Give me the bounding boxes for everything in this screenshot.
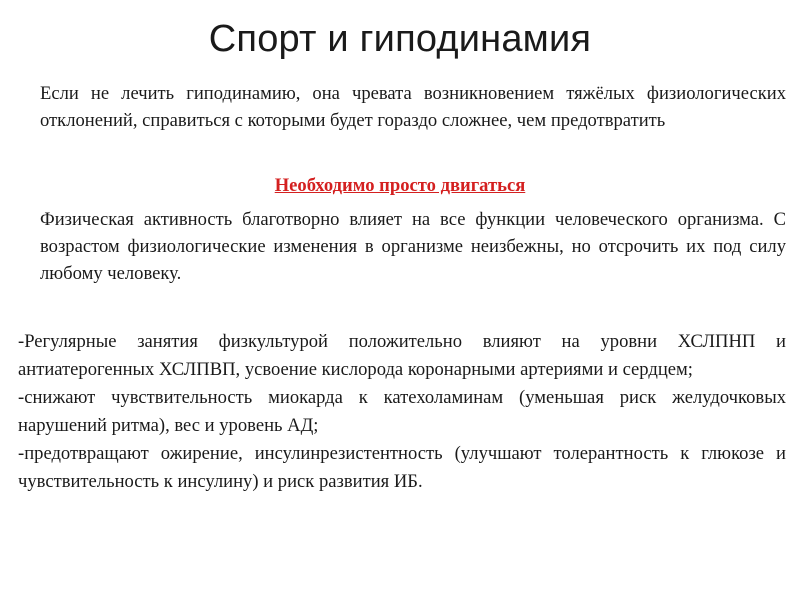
effect-item-myocardium: -снижают чувствительность миокарда к катехоламинам (уменьшая риск желудочковых нарушений ритма), вес и уровень АД; bbox=[18, 387, 786, 436]
effect-item-obesity: -предотвращают ожирение, инсулинрезистентность (улучшают толерантность к глюкозе и чувствительность к инсулину) и риск развития ИБ. bbox=[18, 443, 786, 492]
slide-title: Спорт и гиподинамия bbox=[208, 18, 592, 60]
highlight-text: Необходимо просто двигаться bbox=[274, 175, 526, 196]
effect-item-lipids: -Регулярные занятия физкультурой положительно влияют на уровни ХСЛПНП и антиатерогенных ХСЛПВП, усвоение кислорода коронарными артериями и сердцем; bbox=[18, 331, 786, 380]
effects-list bbox=[18, 328, 786, 496]
intro-paragraph: Если не лечить гиподинамию, она чревата возникновением тяжёлых физиологических отклонений, справиться с которыми будет гораздо сложнее, чем предотвратить bbox=[40, 83, 786, 131]
highlight-heading bbox=[0, 172, 800, 199]
activity-paragraph: Физическая активность благотворно влияет на все функции человеческого организма. С возрастом физиологические изменения в организме неизбежны, но отсрочить их под силу любому человеку. bbox=[40, 209, 786, 284]
